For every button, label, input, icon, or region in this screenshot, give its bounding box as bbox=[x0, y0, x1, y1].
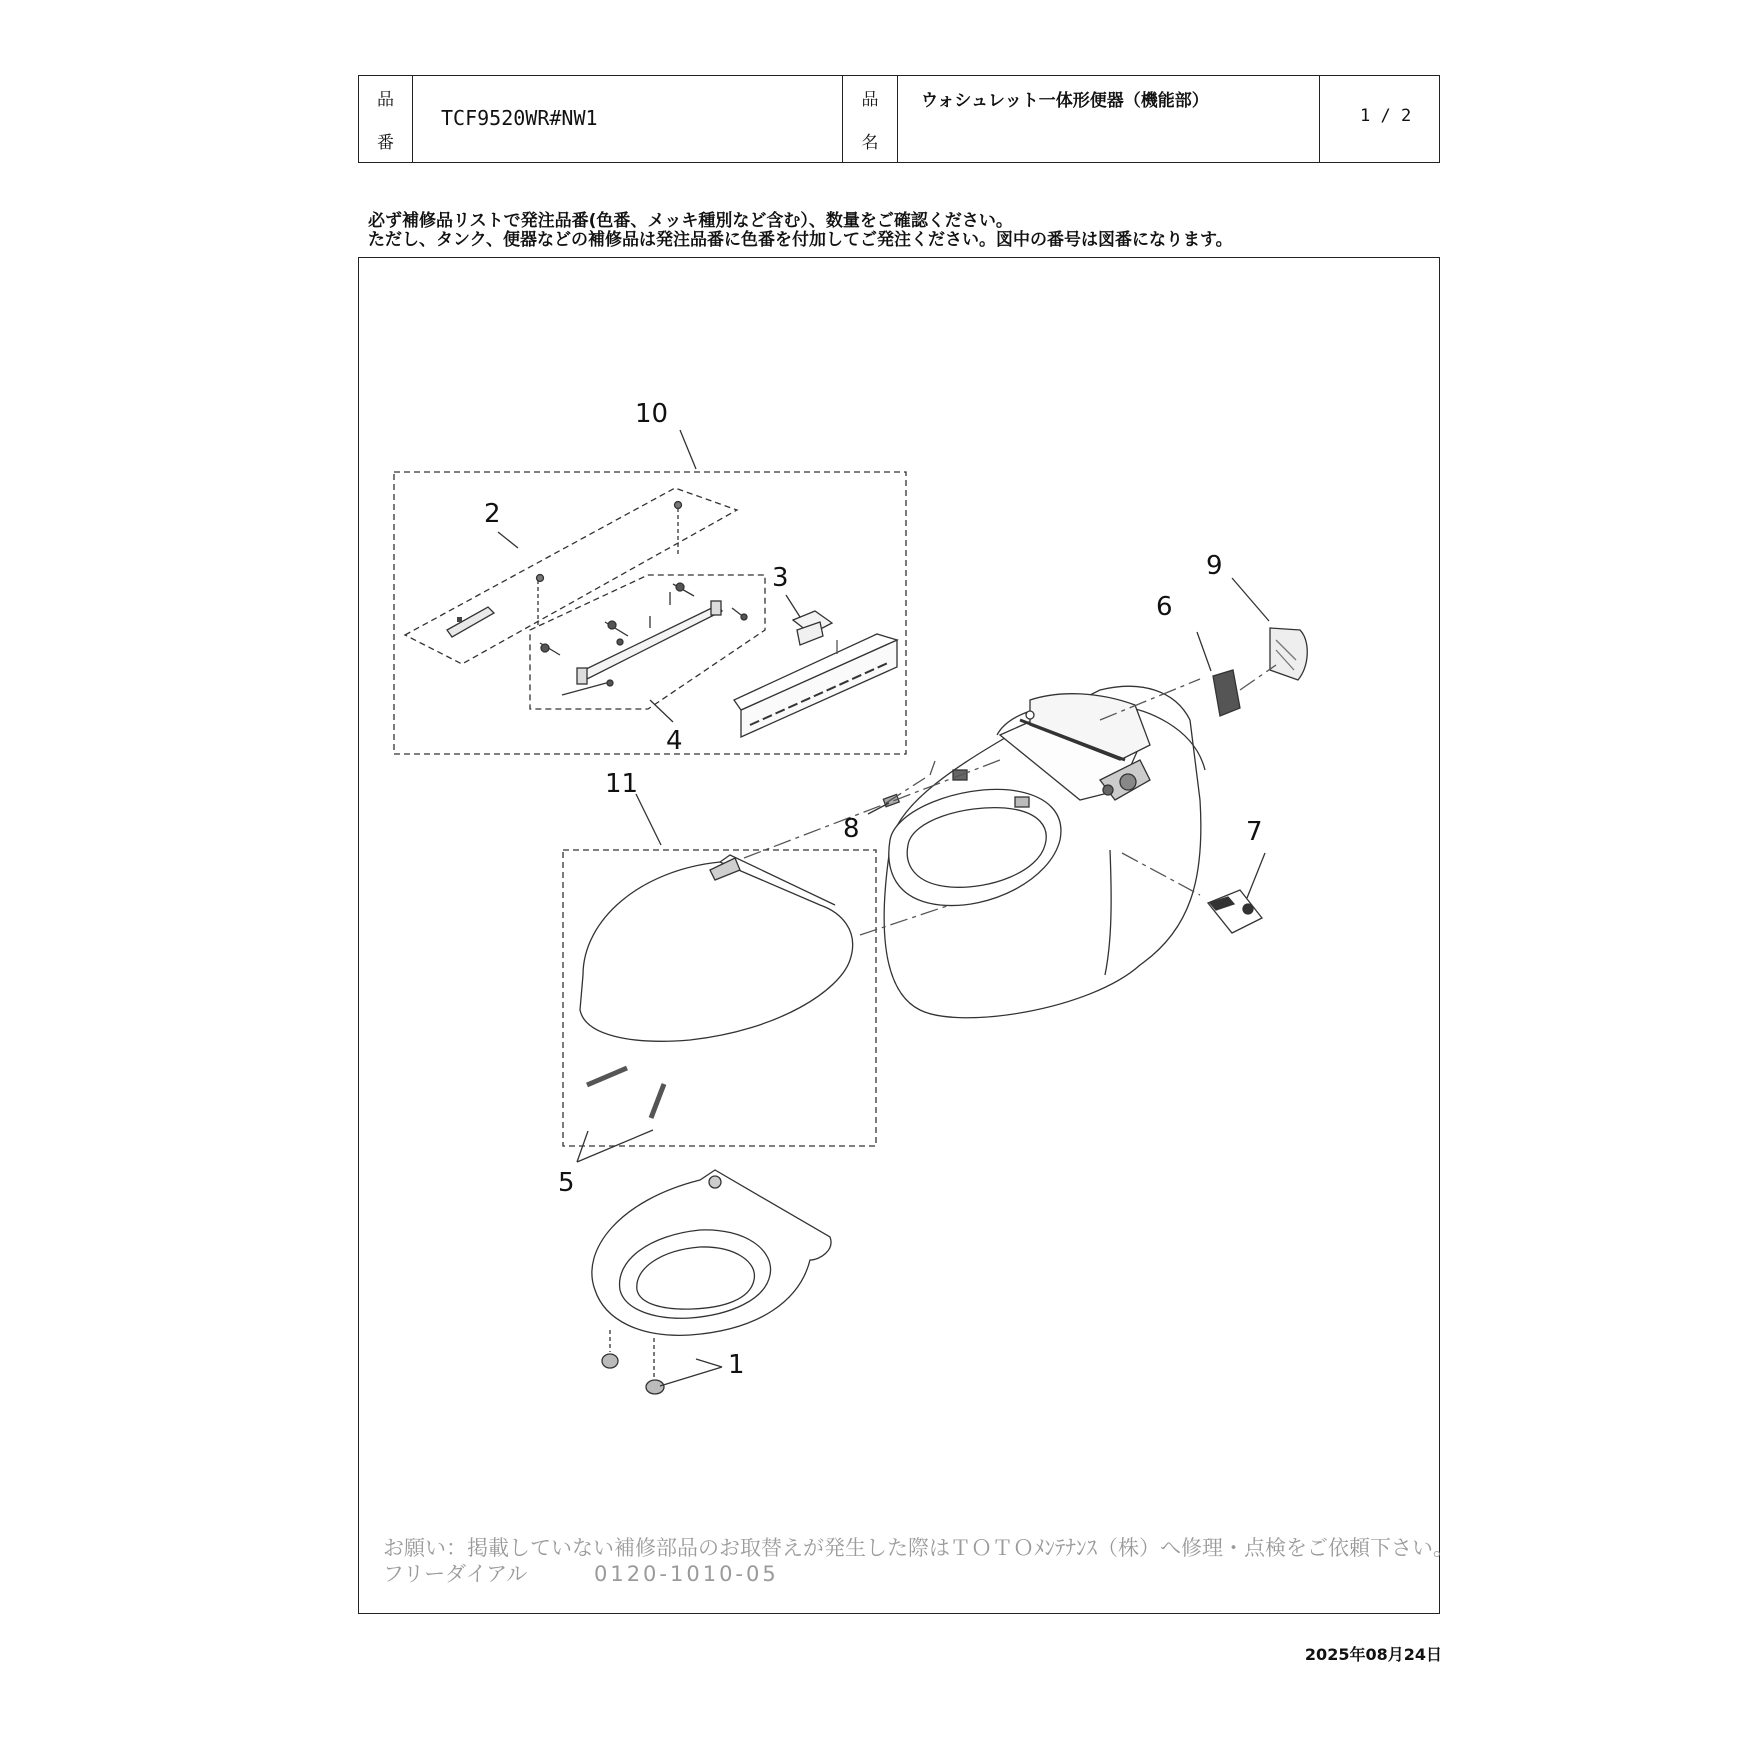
remote-holder-part bbox=[1270, 628, 1307, 680]
hinge-pins-part bbox=[587, 1068, 664, 1118]
callout-7: 7 bbox=[1246, 817, 1263, 847]
toilet-seat-part bbox=[592, 1170, 831, 1335]
callout-3: 3 bbox=[772, 563, 789, 593]
page-number: 1 / 2 bbox=[1360, 106, 1412, 126]
freedial-line bbox=[383, 1561, 1454, 1587]
freedial-number: 0120-1010-05 bbox=[593, 1562, 779, 1586]
callout-6: 6 bbox=[1156, 592, 1173, 622]
callout-1: 1 bbox=[728, 1350, 745, 1380]
issue-date: 2025年08月24日 bbox=[1304, 1645, 1442, 1664]
callout-10: 10 bbox=[635, 399, 669, 429]
seat-rubbers-part bbox=[602, 1330, 664, 1394]
control-panel-part bbox=[734, 634, 897, 737]
product-name: ウォシュレット一体形便器（機能部） bbox=[921, 91, 1209, 111]
order-notice-line-2: ただし、タンク、便器などの補修品は発注品番に色番を付加してご発注ください。図中の番号は図番になります。 bbox=[368, 230, 1233, 250]
freedial-label: フリーダイアル bbox=[383, 1562, 528, 1586]
remote-battery-part bbox=[1213, 670, 1240, 716]
order-notice-line-1: 必ず補修品リストで発注品番(色番、メッキ種別など含む）、数量をご確認ください。 bbox=[368, 211, 1013, 231]
maintenance-note bbox=[383, 1535, 1454, 1587]
product-name-label-1: 品 bbox=[861, 90, 879, 110]
callout-4: 4 bbox=[666, 726, 683, 756]
callout-8: 8 bbox=[843, 814, 860, 844]
callout-2: 2 bbox=[484, 499, 501, 529]
group-2-box bbox=[405, 488, 737, 664]
caution-label-part bbox=[1208, 890, 1262, 933]
toilet-lid-part bbox=[580, 855, 853, 1041]
callout-5: 5 bbox=[558, 1168, 575, 1198]
maintenance-note-line-1: お願い：掲載していない補修部品のお取替えが発生した際はＴＯＴＯﾒﾝﾃﾅﾝｽ（株）へ修理・点検をご依頼下さい。 bbox=[383, 1536, 1454, 1560]
mounting-bracket-part bbox=[537, 502, 748, 696]
part-number-label-1: 品 bbox=[377, 90, 394, 110]
toilet-body-part bbox=[884, 686, 1205, 1018]
callout-9: 9 bbox=[1206, 551, 1223, 581]
product-name-label-2: 名 bbox=[861, 133, 879, 153]
label-plate-part bbox=[447, 607, 494, 637]
group-10-box bbox=[394, 472, 906, 754]
part-number: TCF9520WR#NW1 bbox=[441, 106, 598, 130]
callout-11: 11 bbox=[605, 769, 639, 799]
part-number-label-2: 番 bbox=[377, 133, 394, 153]
